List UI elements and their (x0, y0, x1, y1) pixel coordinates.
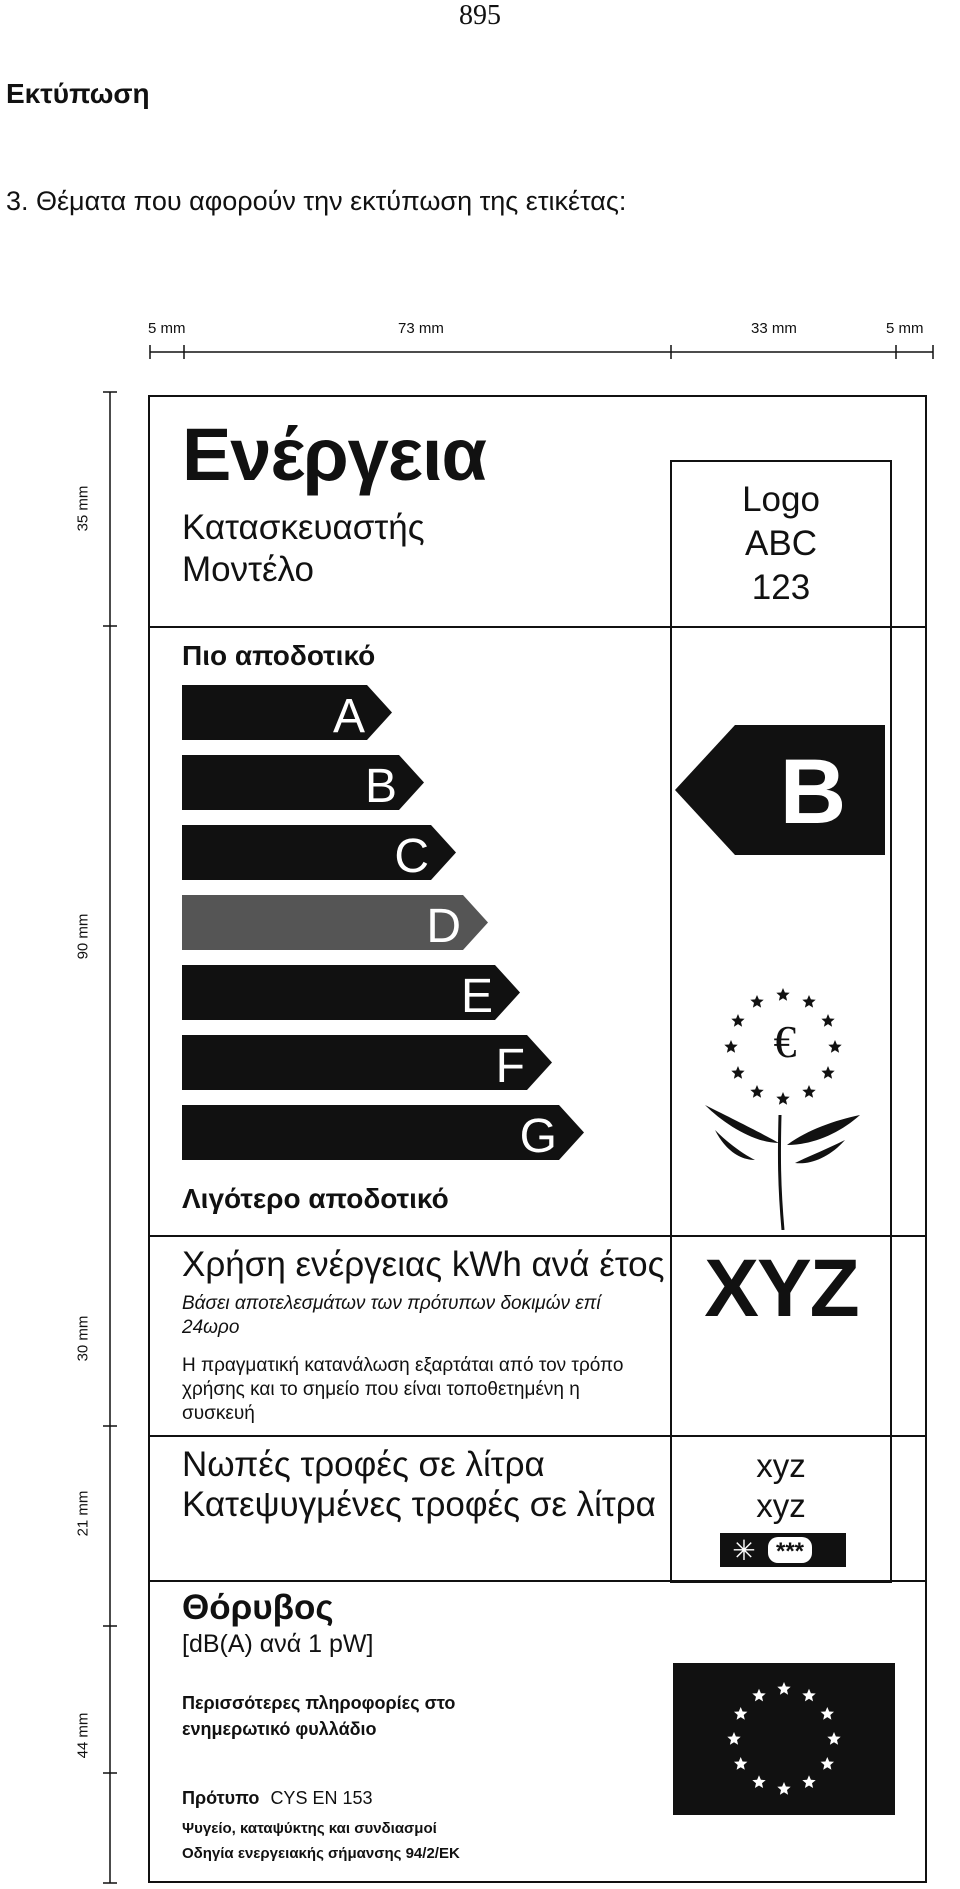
ecolabel-star-icon (731, 1066, 744, 1079)
class-letter-g: G (519, 1110, 557, 1163)
class-letter-a: A (332, 690, 365, 743)
logo-line-1: Logo (742, 480, 820, 519)
dim-21mm: 21 mm (74, 1490, 92, 1537)
fresh-food-label: Νωπές τροφές σε λίτρα (182, 1445, 545, 1484)
ecolabel-star-icon (802, 1085, 815, 1098)
class-letter-d: D (426, 900, 461, 953)
dim-44mm: 44 mm (74, 1712, 92, 1759)
model-label: Μοντέλο (182, 550, 314, 589)
freezer-stars: *** (768, 1537, 812, 1563)
energy-note-label: Η πραγματική κατανάλωση εξαρτάται από τον τρόπο χρήσης και το σημείο που είναι τοποθετημένη η συσκευή (182, 1355, 624, 1424)
ecolabel-euro: € (773, 1016, 797, 1067)
standard-label: Πρότυπο (182, 1788, 260, 1808)
standard-line (182, 1788, 373, 1809)
top-dimension-ruler (148, 320, 935, 360)
dim-5mm-left: 5 mm (148, 320, 186, 337)
less-efficient-label: Λιγότερο αποδοτικό (182, 1183, 449, 1214)
section-title: Εκτύπωση (6, 78, 150, 109)
efficiency-bars (182, 685, 662, 1175)
ecolabel-star-icon (750, 1085, 763, 1098)
footer-line-1: Ψυγείο, καταψύκτης και συνδιασμοί (182, 1820, 437, 1837)
more-efficient-label: Πιο αποδοτικό (182, 640, 376, 671)
divider-3 (148, 1435, 927, 1437)
energy-basis-label: Βάσει αποτελεσμάτων των πρότυπων δοκιμών επί 24ωρο (182, 1293, 601, 1338)
ecolabel-star-icon (776, 1092, 789, 1105)
selected-class-letter: B (779, 741, 847, 843)
dim-35mm: 35 mm (74, 485, 92, 532)
page-number: 895 (459, 0, 501, 31)
ecolabel-star-icon (776, 988, 789, 1001)
ecolabel-star-icon (731, 1014, 744, 1027)
right-column-top-border (670, 460, 892, 462)
freezer-star-icon: ✳ (732, 1534, 756, 1566)
energy-value: XYZ (704, 1243, 858, 1334)
logo-line-2: ABC (745, 524, 817, 563)
manufacturer-label: Κατασκευαστής (182, 508, 425, 547)
more-info-label: Περισσότερες πληροφορίες στο ενημερωτικό φυλλάδιο (182, 1693, 456, 1739)
right-column-left-border (670, 460, 672, 1583)
logo-line-3: 123 (751, 568, 811, 607)
footer-line-2: Οδηγία ενεργειακής σήμανσης 94/2/ΕΚ (182, 1845, 460, 1862)
fresh-food-value: xyz (756, 1447, 806, 1484)
dim-73mm: 73 mm (398, 320, 444, 337)
ecolabel-star-icon (821, 1014, 834, 1027)
ecolabel-flower-icon (695, 985, 865, 1230)
standard-value: CYS EN 153 (270, 1788, 373, 1808)
frozen-food-label: Κατεψυγμένες τροφές σε λίτρα (182, 1485, 656, 1524)
dim-30mm: 30 mm (74, 1315, 92, 1362)
divider-1 (148, 626, 927, 628)
selected-class-arrow (675, 725, 885, 855)
noise-unit: [dB(A) ανά 1 pW] (182, 1630, 374, 1658)
ecolabel-star-icon (821, 1066, 834, 1079)
ecolabel-star-icon (750, 995, 763, 1008)
class-letter-c: C (394, 830, 429, 883)
freezer-rating-badge (720, 1533, 846, 1567)
ecolabel-star-icon (802, 995, 815, 1008)
logo-block (672, 478, 890, 610)
dim-5mm-right: 5 mm (886, 320, 924, 337)
noise-title: Θόρυβος (182, 1588, 334, 1627)
class-letter-e: E (460, 970, 493, 1023)
dim-33mm: 33 mm (751, 320, 797, 337)
ecolabel-star-icon (828, 1040, 841, 1053)
ecolabel-star-icon (724, 1040, 737, 1053)
eu-flag-icon (673, 1663, 895, 1815)
divider-2 (148, 1235, 927, 1237)
divider-4 (148, 1580, 927, 1582)
subtitle: 3. Θέματα που αφορούν την εκτύπωση της ετικέτας: (6, 186, 627, 216)
class-letter-f: F (495, 1040, 525, 1093)
top-dimension-line (148, 342, 935, 360)
frozen-food-value: xyz (756, 1487, 806, 1524)
right-column-right-border (890, 460, 892, 1583)
left-dimension-line (100, 390, 120, 1885)
label-heading: Ενέργεια (182, 413, 487, 496)
class-letter-b: B (364, 760, 397, 813)
energy-use-label: Χρήση ενέργειας kWh ανά έτος (182, 1245, 665, 1284)
dim-90mm: 90 mm (74, 913, 92, 960)
